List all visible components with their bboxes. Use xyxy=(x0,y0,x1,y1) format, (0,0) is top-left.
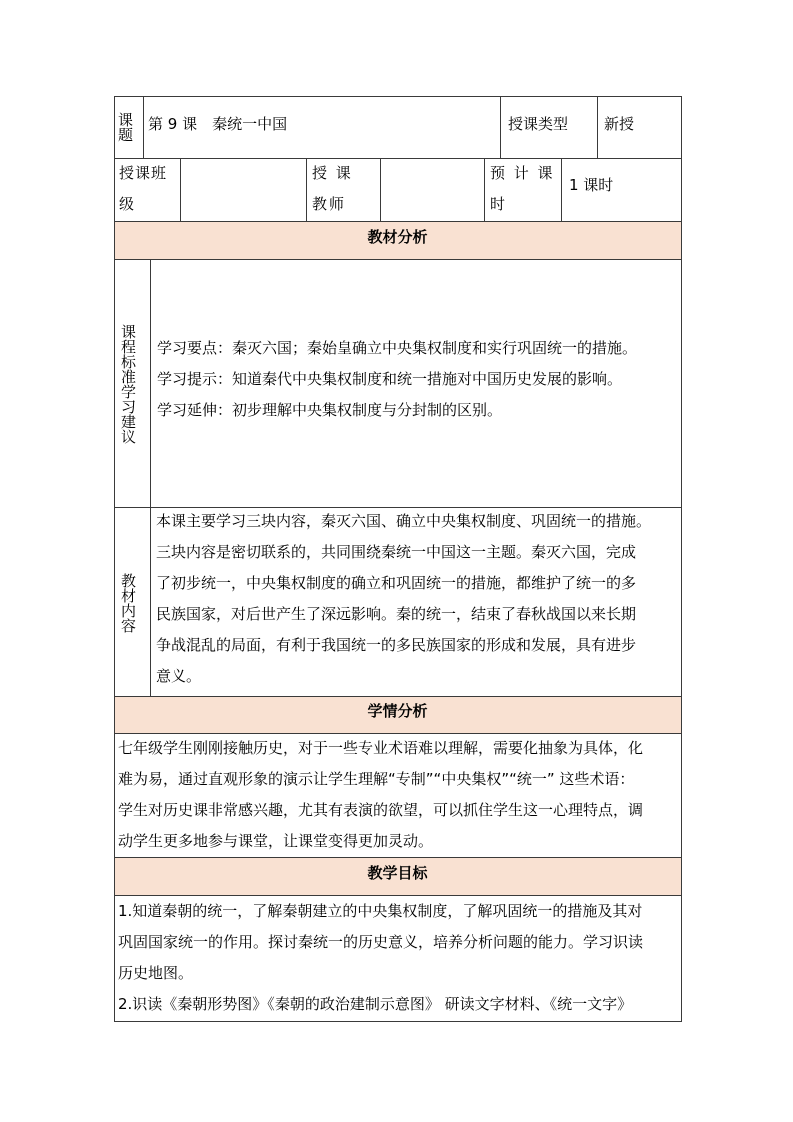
curriculum-line: 学习提示：知道秦代中央集权制度和统一措施对中国历史发展的影响。 xyxy=(157,370,623,388)
material-content-line: 了初步统一，中央集权制度的确立和巩固统一的措施，都维护了统一的多 xyxy=(156,574,637,592)
material-content-label: 教材内容 xyxy=(119,573,137,633)
teacher-label: 授 课 教师 xyxy=(312,164,353,213)
topic-value: 第 9 课 秦统一中国 xyxy=(148,115,288,133)
section-title-student-analysis: 学情分析 xyxy=(367,702,428,720)
student-analysis-line: 动学生更多地参与课堂，让课堂变得更加灵动。 xyxy=(118,832,434,850)
table-border xyxy=(306,158,307,222)
table-border xyxy=(561,158,562,222)
objective-line: 2.识读《秦朝形势图》《秦朝的政治建制示意图》 研读文字材料、《统一文字》 xyxy=(118,995,633,1013)
objective-line: 历史地图。 xyxy=(118,964,194,982)
material-content-line: 本课主要学习三块内容，秦灭六国、确立中央集权制度、巩固统一的措施。 xyxy=(156,512,652,530)
type-label: 授课类型 xyxy=(508,115,569,133)
curriculum-label: 课程标准学习建议 xyxy=(119,324,137,444)
type-value: 新授 xyxy=(604,115,635,133)
table-border xyxy=(597,96,598,159)
table-border xyxy=(500,96,501,159)
objective-line: 1.知道秦朝的统一，了解秦朝建立的中央集权制度，了解巩固统一的措施及其对 xyxy=(118,902,643,920)
table-border xyxy=(150,259,151,697)
student-analysis-line: 难为易，通过直观形象的演示让学生理解“专制”“中央集权”“统一” 这些术语： xyxy=(118,770,635,788)
section-title-material-analysis: 教材分析 xyxy=(367,228,428,246)
student-analysis-line: 学生对历史课非常感兴趣，尤其有表演的欲望，可以抓住学生这一心理特点，调 xyxy=(118,801,644,819)
material-content-line: 争战混乱的局面，有利于我国统一的多民族国家的形成和发展，具有进步 xyxy=(156,636,637,654)
material-content-line: 意义。 xyxy=(156,667,202,685)
hours-value: 1 课时 xyxy=(569,176,614,194)
objective-line: 巩固国家统一的作用。探讨秦统一的历史意义，培养分析问题的能力。学习识读 xyxy=(118,933,644,951)
curriculum-line: 学习要点：秦灭六国；秦始皇确立中央集权制度和实行巩固统一的措施。 xyxy=(157,339,638,357)
class-label: 授课班级 xyxy=(119,164,168,213)
table-border xyxy=(114,1021,682,1022)
material-content-line: 民族国家，对后世产生了深远影响。秦的统一，结束了春秋战国以来长期 xyxy=(156,605,637,623)
table-border xyxy=(380,158,381,222)
table-border xyxy=(681,96,682,1022)
topic-label: 课题 xyxy=(116,112,134,142)
section-title-objectives: 教学目标 xyxy=(367,864,428,882)
material-content-line: 三块内容是密切联系的，共同围绕秦统一中国这一主题。秦灭六国，完成 xyxy=(156,543,637,561)
table-border xyxy=(143,96,144,159)
table-border xyxy=(114,259,682,260)
table-border xyxy=(180,158,181,222)
hours-label: 预 计 课时 xyxy=(490,164,555,213)
curriculum-line: 学习延伸：初步理解中央集权制度与分封制的区别。 xyxy=(157,401,503,419)
student-analysis-line: 七年级学生刚刚接触历史，对于一些专业术语难以理解，需要化抽象为具体，化 xyxy=(118,739,644,757)
table-border xyxy=(484,158,485,222)
